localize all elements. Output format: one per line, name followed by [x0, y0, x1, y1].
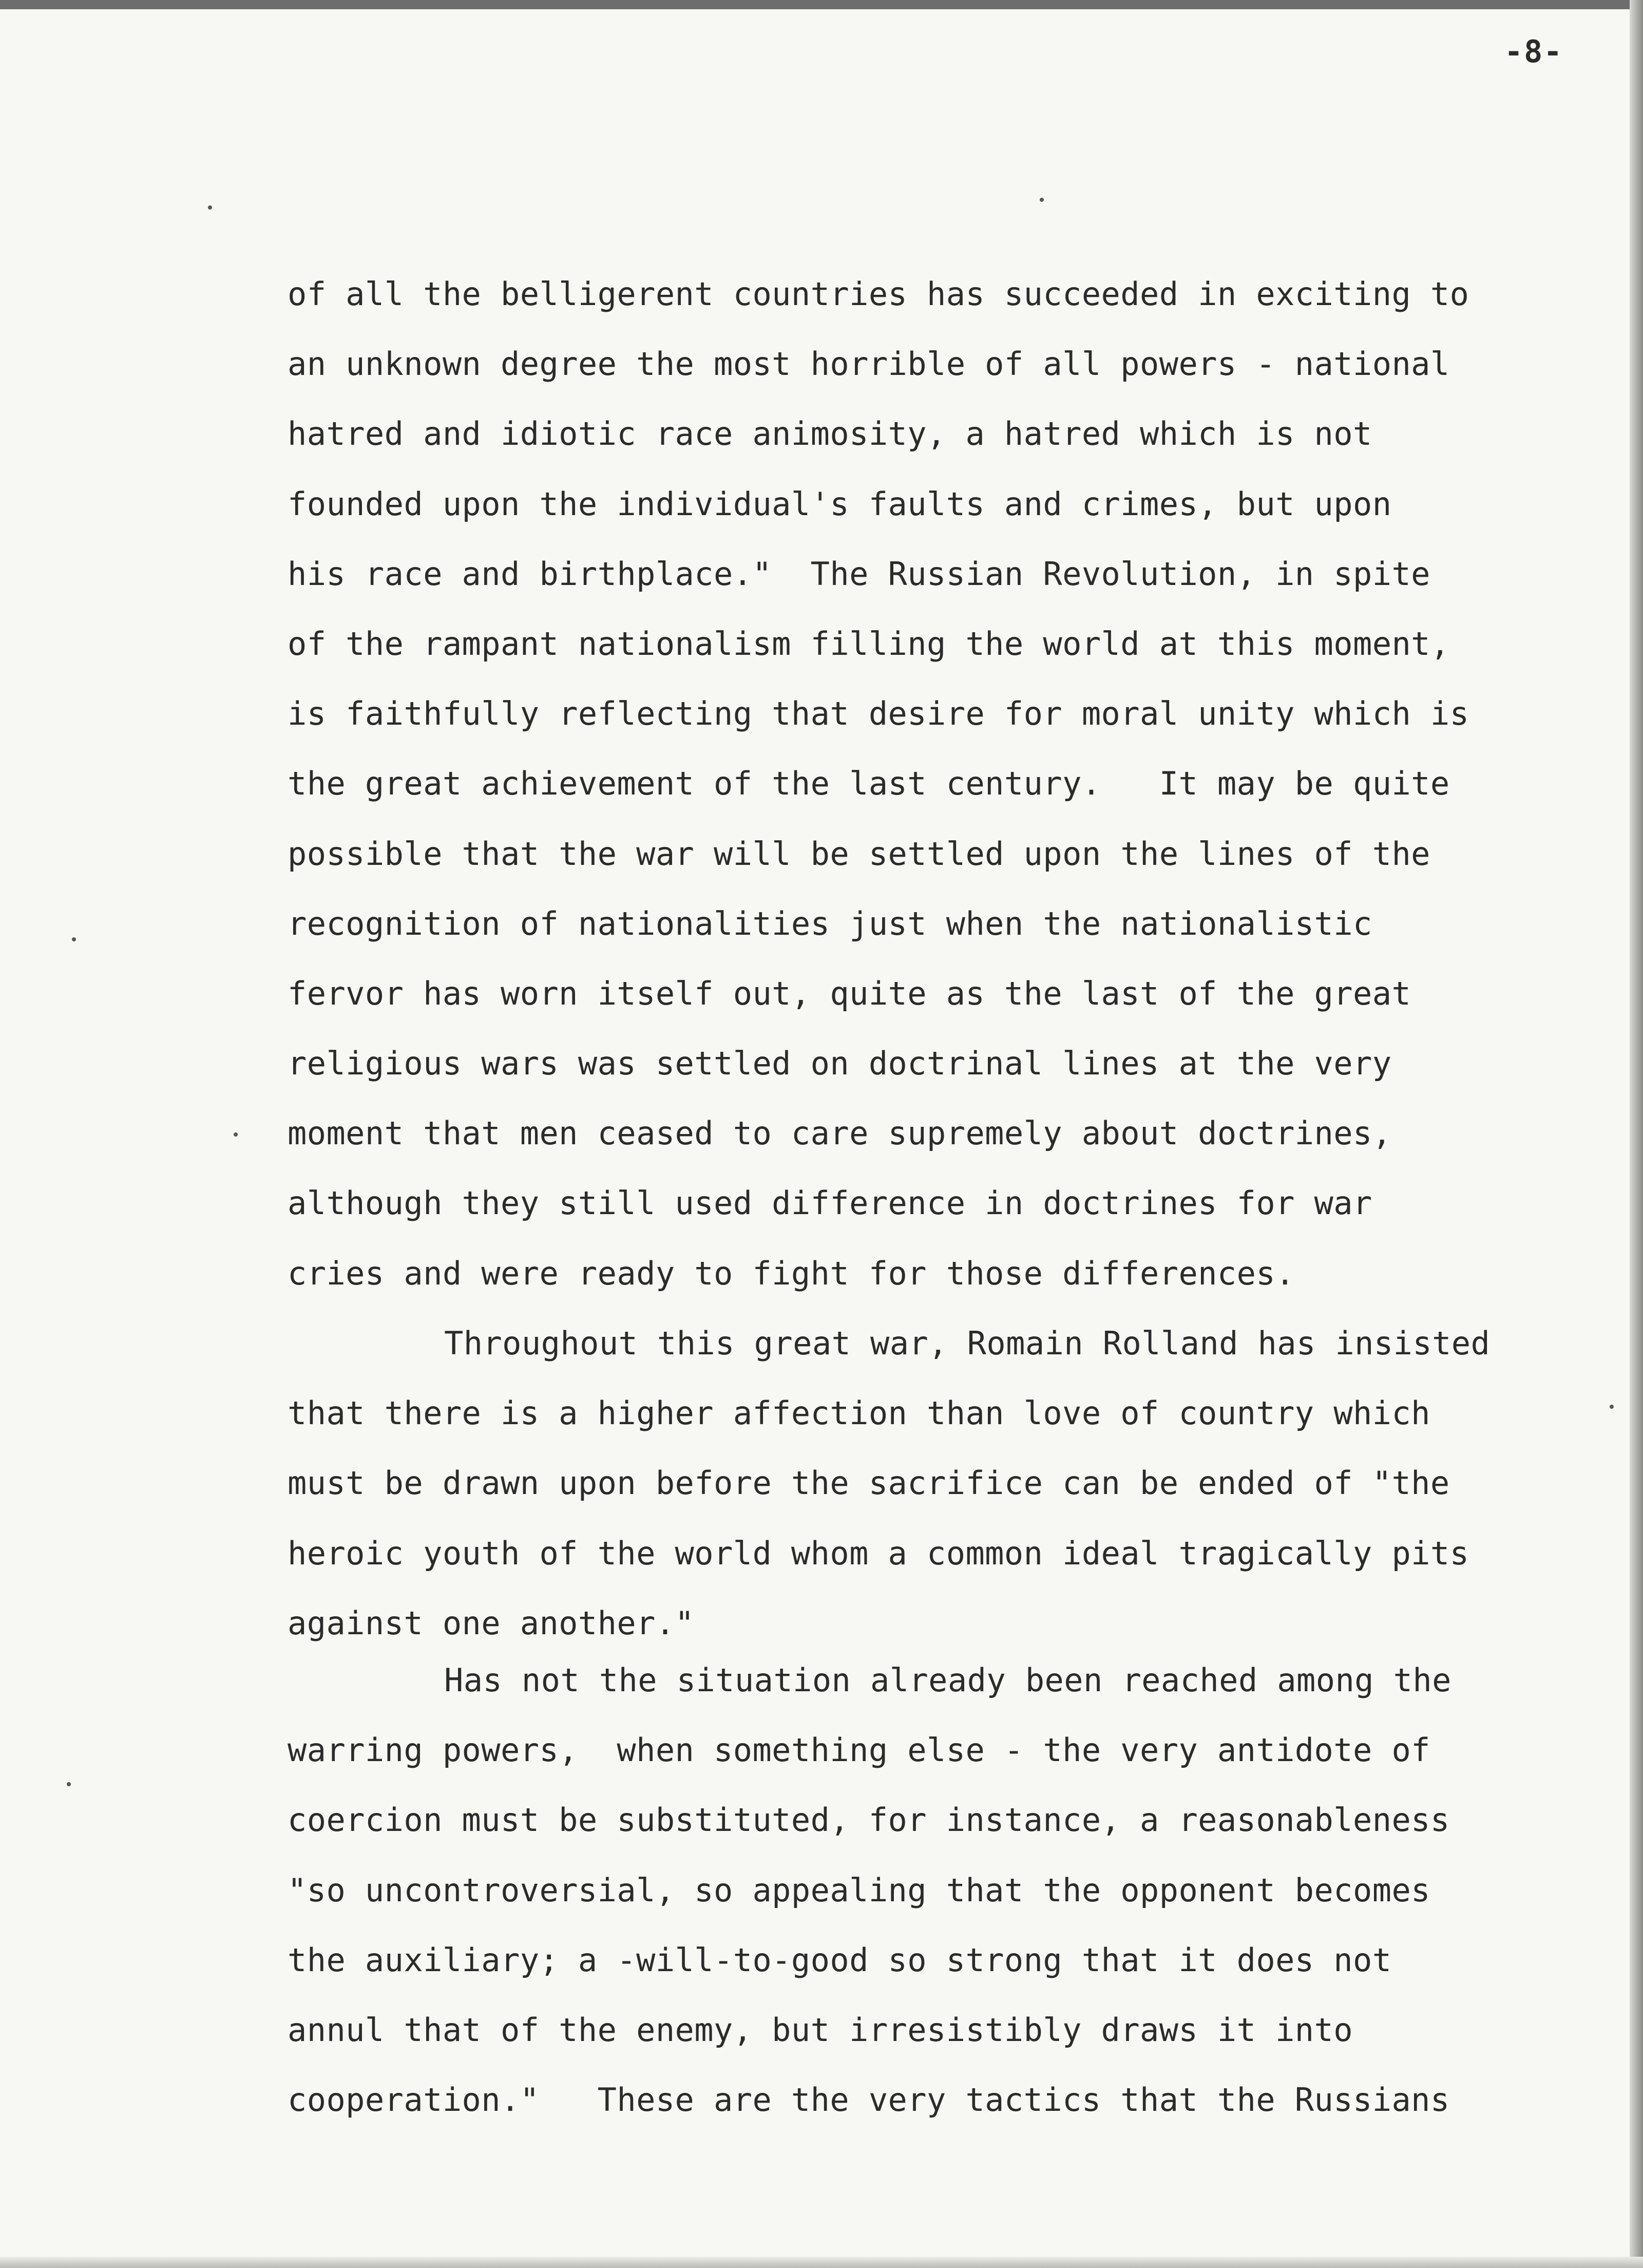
text-line: against one another."	[288, 1604, 695, 1642]
scan-speck	[234, 1132, 238, 1137]
text-line: warring powers, when something else - the very antidote of	[288, 1731, 1430, 1769]
text-line: fervor has worn itself out, quite as the last of the great	[288, 974, 1411, 1012]
text-line: the auxiliary; a -will-to-good so strong that it does not	[288, 1941, 1392, 1979]
text-line: cooperation." These are the very tactics that the Russians	[288, 2081, 1450, 2119]
text-line: coercion must be substituted, for instance, a reasonableness	[288, 1801, 1450, 1839]
text-line: founded upon the individual's faults and crimes, but upon	[288, 485, 1392, 523]
scan-speck	[1610, 1405, 1614, 1409]
text-line: although they still used difference in doctrines for war	[288, 1184, 1372, 1222]
paragraph-1	[288, 259, 1520, 1309]
paragraph-3	[288, 1646, 1520, 2135]
page-number: -8-	[1504, 34, 1563, 70]
text-line: recognition of nationalities just when the nationalistic	[288, 904, 1372, 942]
scan-speck	[72, 937, 76, 941]
scan-speck	[208, 205, 212, 210]
scan-speck	[67, 1782, 71, 1786]
text-line: cries and were ready to fight for those differences.	[288, 1254, 1295, 1292]
text-line: is faithfully reflecting that desire for moral unity which is	[288, 695, 1469, 733]
scan-border-bottom	[0, 2257, 1643, 2268]
text-line: his race and birthplace." The Russian Revolution, in spite	[288, 555, 1430, 593]
text-line: Has not the situation already been reached among the	[444, 1661, 1451, 1699]
text-line: annul that of the enemy, but irresistibly draws it into	[288, 2011, 1353, 2049]
text-line: that there is a higher affection than love of country which	[288, 1394, 1430, 1432]
text-line: possible that the war will be settled upon the lines of the	[288, 835, 1430, 873]
text-line: the great achievement of the last century. It may be quite	[288, 765, 1450, 803]
text-line: religious wars was settled on doctrinal lines at the very	[288, 1045, 1392, 1083]
text-line: Throughout this great war, Romain Rolland has insisted	[444, 1325, 1491, 1362]
scan-speck	[1040, 198, 1044, 202]
text-line: of the rampant nationalism filling the world at this moment,	[288, 625, 1450, 663]
text-line: must be drawn upon before the sacrifice can be ended of "the	[288, 1464, 1450, 1502]
text-line: hatred and idiotic race animosity, a hatred which is not	[288, 415, 1372, 453]
scan-border-right	[1630, 0, 1643, 2268]
scan-border-top	[0, 0, 1643, 9]
text-line: moment that men ceased to care supremely about doctrines,	[288, 1114, 1392, 1152]
text-line: "so uncontroversial, so appealing that the opponent becomes	[288, 1871, 1430, 1909]
text-line: an unknown degree the most horrible of all powers - national	[288, 345, 1450, 383]
text-line: of all the belligerent countries has succeeded in exciting to	[288, 275, 1469, 313]
text-line: heroic youth of the world whom a common ideal tragically pits	[288, 1534, 1469, 1572]
paragraph-2	[288, 1309, 1520, 1658]
